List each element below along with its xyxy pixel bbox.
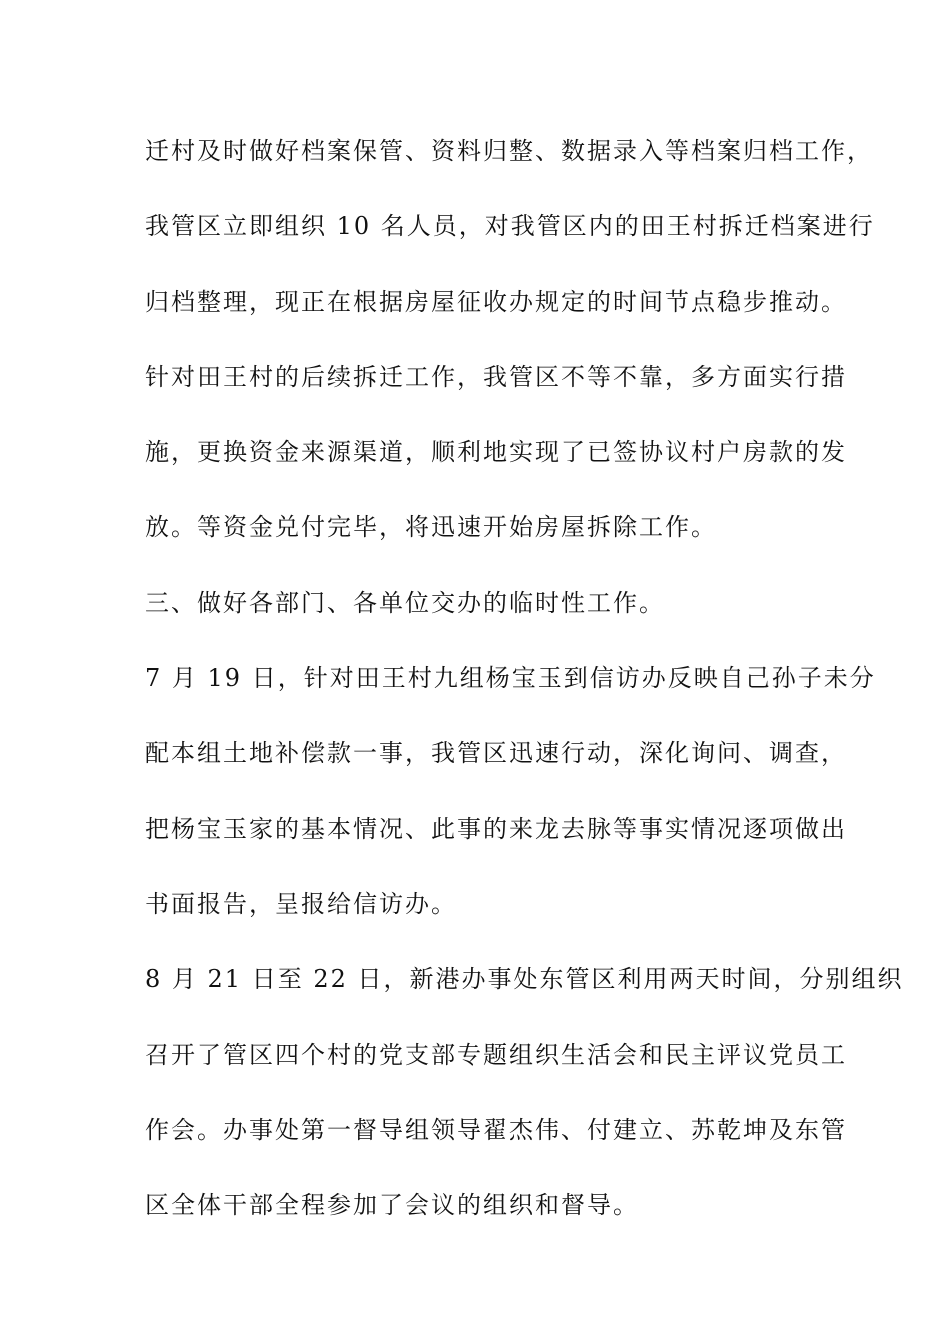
text-line: 8 月 21 日至 22 日，新港办事处东管区利用两天时间，分别组织 [145,965,904,994]
text-line: 归档整理，现正在根据房屋征收办规定的时间节点稳步推动。 [145,287,847,316]
text-line: 迁村及时做好档案保管、资料归整、数据录入等档案归档工作， [145,137,873,165]
text-line: 召开了管区四个村的党支部专题组织生活会和民主评议党员工 [145,1040,847,1069]
section-heading: 三、做好各部门、各单位交办的临时性工作。 [145,588,665,617]
text-line: 针对田王村的后续拆迁工作，我管区不等不靠，多方面实行措 [145,362,847,391]
text-line: 施，更换资金来源渠道，顺利地实现了已签协议村户房款的发 [145,438,847,467]
text-line: 我管区立即组织 10 名人员，对我管区内的田王村拆迁档案进行 [145,212,875,241]
text-line: 放。等资金兑付完毕，将迅速开始房屋拆除工作。 [145,513,717,542]
text-line: 书面报告，呈报给信访办。 [145,889,457,918]
document-body [145,126,904,1255]
text-line: 7 月 19 日，针对田王村九组杨宝玉到信访办反映自己孙子未分 [145,664,876,693]
text-line: 配本组土地补偿款一事，我管区迅速行动，深化询问、调查， [145,739,847,768]
text-line: 区全体干部全程参加了会议的组织和督导。 [145,1191,639,1220]
text-line: 把杨宝玉家的基本情况、此事的来龙去脉等事实情况逐项做出 [145,814,847,843]
text-line: 作会。办事处第一督导组领导翟杰伟、付建立、苏乾坤及东管 [145,1115,847,1144]
